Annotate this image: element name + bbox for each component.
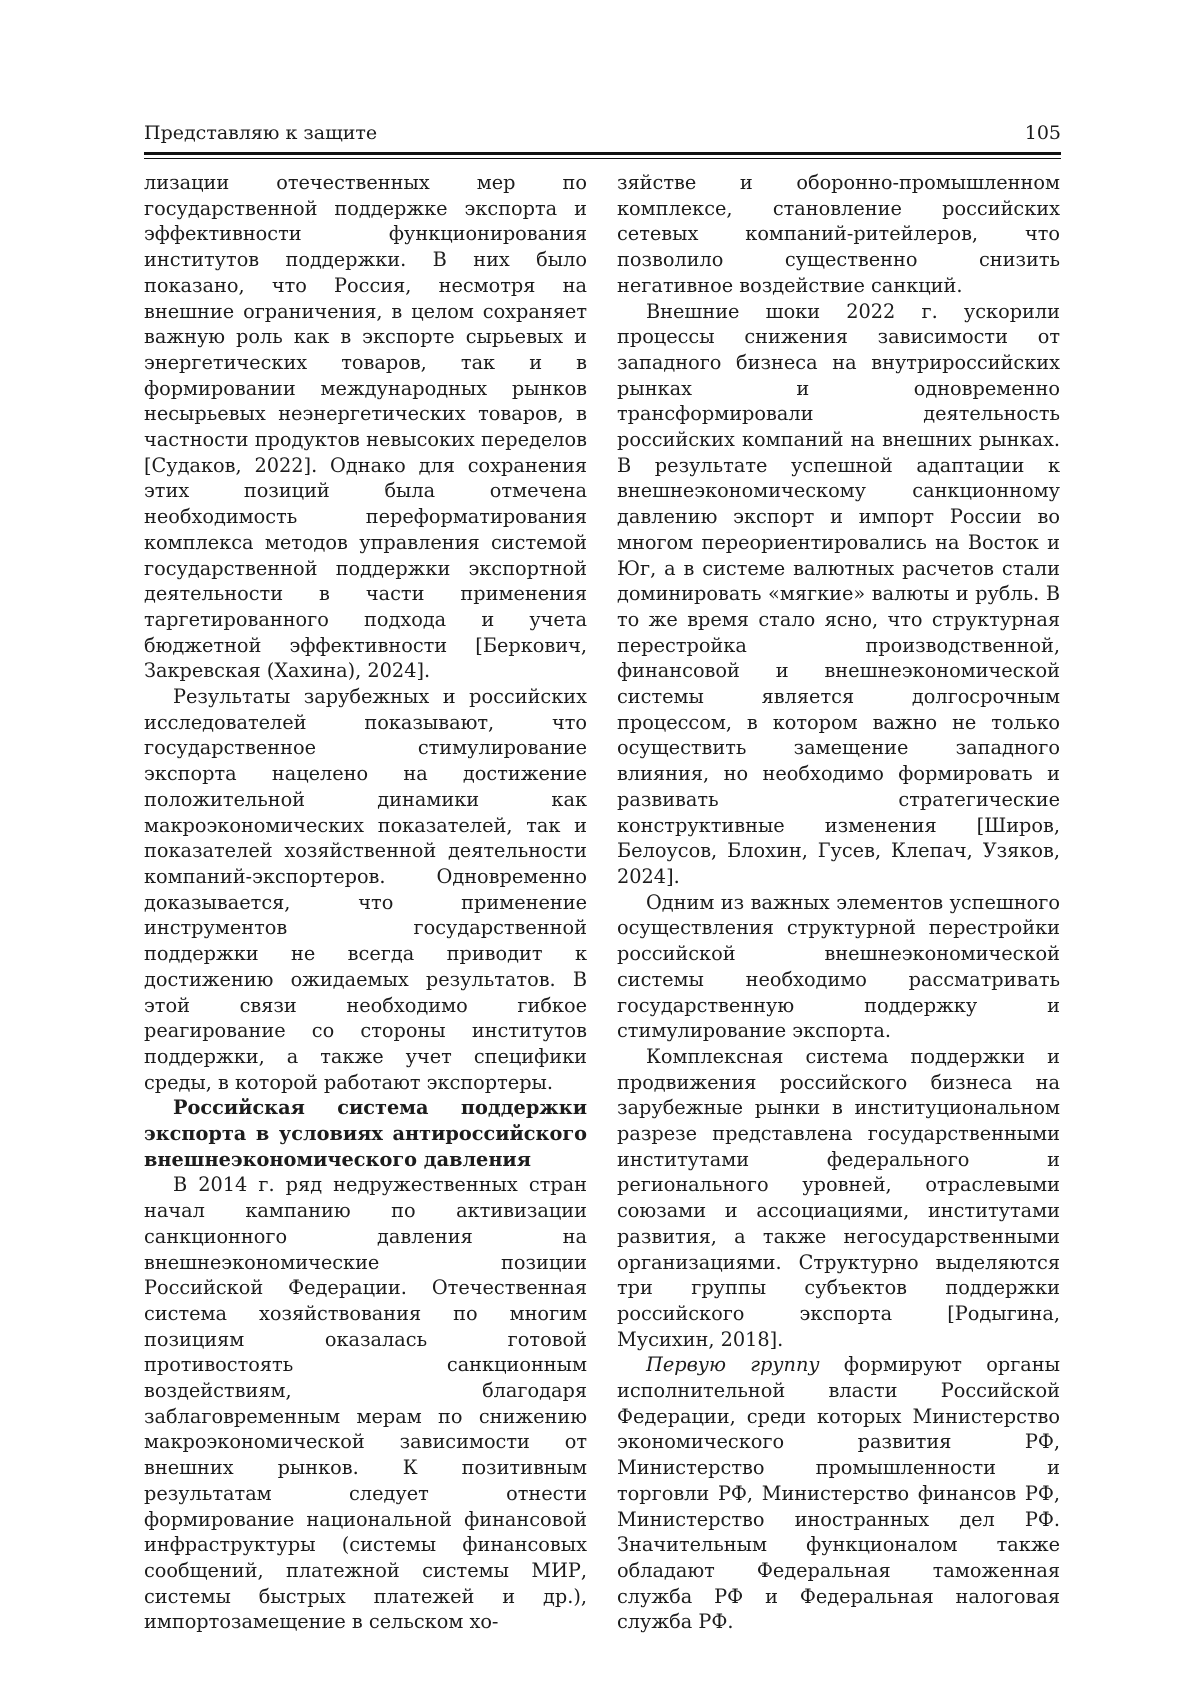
header-rule-thin — [144, 158, 1061, 159]
paragraph — [617, 1352, 1060, 1635]
paragraph: Результаты зарубежных и российских исследователей показывают, что государственное стимулирование экспорта нацелено на достижение положительной динамики как макроэкономических показателей, так и показателей хозяйственной деятельности компаний-экспортеров. Одновременно доказывается, что применение инструментов государственной поддержки не всегда приводит к достижению ожидаемых результатов. В этой связи необходимо гибкое реагирование со стороны институтов поддержки, а также учет специфики среды, в которой работают экспортеры. — [144, 685, 587, 1094]
left-column — [144, 170, 587, 1635]
journal-section-title: Представляю к защите — [144, 122, 378, 144]
paragraph: Комплексная система поддержки и продвижения российского бизнеса на зарубежные рынки в институциональном разрезе представлена государственными институтами федерального и регионального уровней, отраслевыми союзами и ассоциациями, институтами развития, а также негосударственными организациями. Структурно выделяются три группы субъектов поддержки российского экспорта [Родыгина, Мусихин, 2018]. — [617, 1044, 1060, 1351]
page-number: 105 — [1024, 122, 1061, 144]
right-column — [617, 170, 1060, 1635]
paragraph: зяйстве и оборонно-промышленном комплексе, становление российских сетевых компаний-ритейлеров, что позволило существенно снизить негативное воздействие санкций. — [617, 171, 1060, 297]
paragraph: лизации отечественных мер по государственной поддержке экспорта и эффективности функционирования институтов поддержки. В них было показано, что Россия, несмотря на внешние ограничения, в целом сохраняет важную роль как в экспорте сырьевых и энергетических товаров, так и в формировании международных рынков несырьевых неэнергетических товаров, в частности продуктов невысоких переделов [Судаков, 2022]. Однако для сохранения этих позиций была отмечена необходимость переформатирования комплекса методов управления системой государственной поддержки экспортной деятельности в части применения таргетированного подхода и учета бюджетной эффективности [Беркович, Закревская (Хахина), 2024]. — [144, 171, 587, 683]
paragraph-text: формируют органы исполнительной власти Российской Федерации, среди которых Министерство экономического развития РФ, Министерство промышленности и торговли РФ, Министерство финансов РФ, Министерство иностранных дел РФ. Значительным функционалом также обладают Федеральная таможенная служба РФ и Федеральная налоговая служба РФ. — [617, 1353, 1060, 1634]
paragraph: Одним из важных элементов успешного осуществления структурной перестройки российской внешнеэкономической системы необходимо рассматривать государственную поддержку и стимулирование экспорта. — [617, 890, 1060, 1043]
paragraph: Внешние шоки 2022 г. ускорили процессы снижения зависимости от западного бизнеса на внутрироссийских рынках и одновременно трансформировали деятельность российских компаний на внешних рынках. В результате успешной адаптации к внешнеэкономическому санкционному давлению экспорт и импорт России во многом переориентировались на Восток и Юг, а в системе валютных расчетов стали доминировать «мягкие» валюты и рубль. В то же время стало ясно, что структурная перестройка производственной, финансовой и внешнеэкономической системы является долгосрочным процессом, в котором важно не только осуществить замещение западного влияния, но необходимо формировать и развивать стратегические конструктивные изменения [Широв, Белоусов, Блохин, Гусев, Клепач, Узяков, 2024]. — [617, 299, 1060, 888]
section-heading: Российская система поддержки экспорта в условиях антироссийского внешнеэкономического давления — [144, 1096, 587, 1171]
running-header — [144, 120, 1061, 152]
italic-phrase: Первую группу — [646, 1353, 820, 1377]
header-rule-thick — [144, 152, 1061, 155]
paragraph: В 2014 г. ряд недружественных стран начал кампанию по активизации санкционного давления на внешнеэкономические позиции Российской Федерации. Отечественная система хозяйствования по многим позициям оказалась готовой противостоять санкционным воздействиям, благодаря заблаговременным мерам по снижению макроэкономической зависимости от внешних рынков. К позитивным результатам следует отнести формирование национальной финансовой инфраструктуры (системы финансовых сообщений, платежной системы МИР, системы быстрых платежей и др.), импортозамещение в сельском хо- — [144, 1173, 587, 1634]
